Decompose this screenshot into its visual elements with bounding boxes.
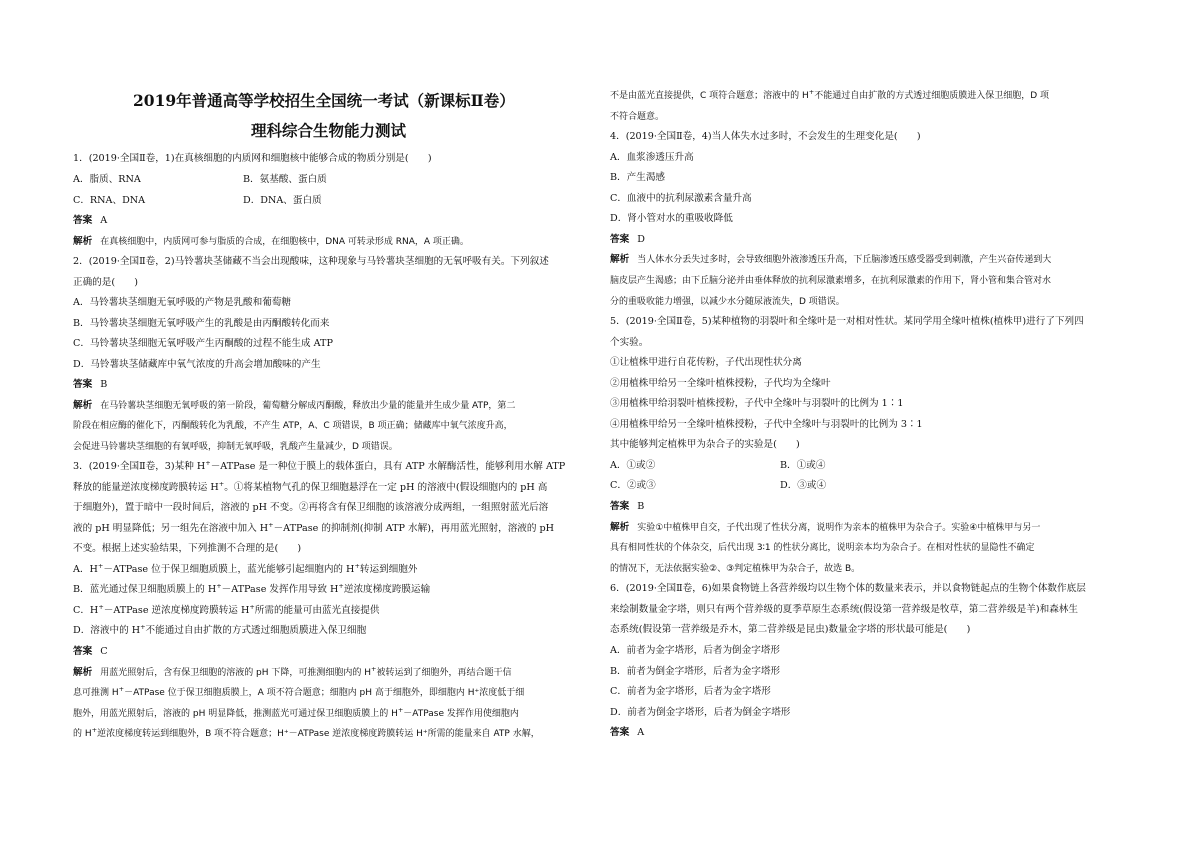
q2-analysis-text: 在马铃薯块茎细胞无氧呼吸的第一阶段，葡萄糖分解成丙酮酸，释放出少量的能量并生成少量 ATP，第二 [100,401,516,411]
q6-option-d: D．前者为倒金字塔形，后者为倒金字塔形 [610,707,791,718]
q3-stem-line1: 3．(2019·全国Ⅱ卷，3)某种 H+－ATPase 是一种位于膜上的载体蛋白，具有 ATP 水解酶活性，能够利用水解 ATP [73,459,566,472]
q3-analysis-cont-line1: 不是由蓝光直接提供，C 项符合题意；溶液中的 H+不能通过自由扩散的方式透过细胞质膜进入保卫细胞，D 项 [610,88,1050,101]
answer-label: 答案 [73,215,93,226]
q4-analysis-line1 [610,254,1051,266]
answer-label: 答案 [610,727,630,738]
q5-analysis-text: 实验①中植株甲自交，子代出现了性状分离，说明作为亲本的植株甲为杂合子。实验④中植株甲与另一 [637,523,1041,533]
answer-label: 答案 [73,379,93,390]
q4-option-c: C．血液中的抗利尿激素含量升高 [610,193,752,204]
q6-stem-line2: 来绘制数量金字塔，则只有两个营养级的夏季草原生态系统(假设第一营养级是牧草，第二营养级是羊)和森林生 [610,604,1078,615]
q5-option-c: C．②或③ [610,480,656,491]
q5-question: 其中能够判定植株甲为杂合子的实验是( ) [610,439,800,450]
q1-answer [73,215,107,227]
q2-option-c: C．马铃薯块茎细胞无氧呼吸产生丙酮酸的过程不能生成 ATP [73,338,333,349]
q4-analysis-line3: 分的重吸收能力增强，以减少水分随尿液流失，D 项错误。 [610,297,845,307]
q1-stem: 1．(2019·全国Ⅱ卷，1)在真核细胞的内质网和细胞核中能够合成的物质分别是( ) [73,153,432,164]
answer-label: 答案 [73,646,93,657]
q5-analysis-line1 [610,522,1040,534]
q4-answer-value: D [637,234,645,245]
q5-options-row1 [610,460,826,472]
answer-label: 答案 [610,501,630,512]
q5-experiment-1: ①让植株甲进行自花传粉，子代出现性状分离 [610,357,802,368]
q3-stem-line3: 于细胞外)，置于暗中一段时间后，溶液的 pH 不变。②再将含有保卫细胞的该溶液分成两组，一组照射蓝光后溶 [73,502,549,513]
q2-option-d: D．马铃薯块茎储藏库中氧气浓度的升高会增加酸味的产生 [73,359,321,370]
exam-title: 2019年普通高等学校招生全国统一考试（新课标Ⅱ卷） [133,91,515,110]
q1-answer-value: A [100,215,108,226]
q4-analysis-text: 当人体水分丢失过多时，会导致细胞外液渗透压升高，下丘脑渗透压感受器受到刺激，产生兴奋传递到大 [637,255,1052,265]
q1-option-d: D．DNA、蛋白质 [243,195,322,206]
q1-option-a: A．脂质、RNA [73,174,141,185]
q6-answer-value: A [637,727,645,738]
q3-analysis-line4: 的 H+逆浓度梯度转运到细胞外，B 项不符合题意；H⁺－ATPase 逆浓度梯度跨膜转运 H⁺所需的能量来自 ATP 水解， [73,726,540,739]
q2-analysis-line3: 会促进马铃薯块茎细胞的有氧呼吸，抑制无氧呼吸，乳酸产生量减少，D 项错误。 [73,442,398,452]
analysis-label: 解析 [73,667,93,678]
analysis-label: 解析 [610,522,630,533]
q4-answer [610,234,645,246]
analysis-label: 解析 [73,400,93,411]
q3-analysis-line2: 息可推测 H+－ATPase 位于保卫细胞质膜上，A 项不符合题意；细胞内 pH 高于细胞外，即细胞内 H⁺浓度低于细 [73,685,525,698]
q6-option-a: A．前者为金字塔形，后者为倒金字塔形 [610,645,781,656]
q6-stem-line3: 态系统(假设第一营养级是乔木，第二营养级是昆虫)数量金字塔的形状最可能是( ) [610,624,971,635]
q3-analysis-line3: 胞外，用蓝光照射后，溶液的 pH 明显降低，推测蓝光可通过保卫细胞质膜上的 H+－ATPase 发挥作用使细胞内 [73,706,519,719]
q1-analysis-text: 在真核细胞中，内质网可参与脂质的合成，在细胞核中，DNA 可转录形成 RNA，A 项正确。 [100,237,469,247]
analysis-label: 解析 [610,254,630,265]
q5-stem-line1: 5．(2019·全国Ⅱ卷，5)某种植物的羽裂叶和全缘叶是一对相对性状。某同学用全缘叶植株(植株甲)进行了下列四 [610,316,1084,327]
q4-option-b: B．产生渴感 [610,172,666,183]
q5-analysis-line3: 的情况下，无法依据实验②、③判定植株甲为杂合子，故选 B。 [610,564,861,574]
analysis-label: 解析 [73,236,93,247]
q2-analysis-line1 [73,400,515,412]
q3-stem-line4: 液的 pH 明显降低；另一组先在溶液中加入 H+－ATPase 的抑制剂(抑制 ATP 水解)，再用蓝光照射，溶液的 pH [73,521,555,534]
q1-analysis [73,236,469,248]
q3-option-a: A．H+－ATPase 位于保卫细胞质膜上，蓝光能够引起细胞内的 H+转运到细胞外 [73,562,418,575]
q3-option-d: D．溶液中的 H+不能通过自由扩散的方式透过细胞质膜进入保卫细胞 [73,623,367,636]
q3-analysis-cont-line2: 不符合题意。 [610,112,665,122]
q1-options-row2 [73,195,322,207]
q6-answer [610,727,644,739]
q5-experiment-4: ④用植株甲给另一全缘叶植株授粉，子代中全缘叶与羽裂叶的比例为 3∶1 [610,419,923,430]
q2-stem-line2: 正确的是( ) [73,277,139,288]
q3-analysis-line1: 解析 用蓝光照射后，含有保卫细胞的溶液的 pH 下降，可推测细胞内的 H+被转运到了细胞外，再结合题干信 [73,665,512,678]
q5-options-row2 [610,480,827,492]
q2-answer [73,379,107,391]
q2-analysis-line2: 阶段在相应酶的催化下，丙酮酸转化为乳酸，不产生 ATP，A、C 项错误，B 项正确；储藏库中氧气浓度升高， [73,421,513,431]
q3-stem-line2: 释放的能量逆浓度梯度跨膜转运 H+。①将某植物气孔的保卫细胞悬浮在一定 pH 的溶液中(假设细胞内的 pH 高 [73,480,548,493]
q1-options-row1 [73,174,327,186]
q5-option-a: A．①或② [610,460,656,471]
q5-option-b: B．①或④ [780,460,826,471]
q3-option-c: C．H+－ATPase 逆浓度梯度跨膜转运 H+所需的能量可由蓝光直接提供 [73,603,380,616]
q6-option-b: B．前者为倒金字塔形，后者为金字塔形 [610,666,781,677]
q6-stem-line1: 6．(2019·全国Ⅱ卷，6)如果食物链上各营养级均以生物个体的数量来表示，并以食物链起点的生物个体数作底层 [610,583,1086,594]
q4-stem: 4．(2019·全国Ⅱ卷，4)当人体失水过多时，不会发生的生理变化是( ) [610,131,921,142]
q2-option-a: A．马铃薯块茎细胞无氧呼吸的产物是乳酸和葡萄糖 [73,297,291,308]
q5-experiment-2: ②用植株甲给另一全缘叶植株授粉，子代均为全缘叶 [610,378,831,389]
q3-answer-value: C [100,646,108,657]
q5-experiment-3: ③用植株甲给羽裂叶植株授粉，子代中全缘叶与羽裂叶的比例为 1∶1 [610,398,904,409]
q4-option-a: A．血浆渗透压升高 [610,152,694,163]
q3-stem-line5: 不变。根据上述实验结果，下列推测不合理的是( ) [73,543,302,554]
q5-option-d: D．③或④ [780,480,827,491]
q5-answer-value: B [637,501,645,512]
exam-subtitle: 理科综合生物能力测试 [251,121,407,140]
q4-analysis-line2: 脑皮层产生渴感；由下丘脑分泌并由垂体释放的抗利尿激素增多，在抗利尿激素的作用下，肾小管和集合管对水 [610,276,1052,286]
q5-answer [610,501,644,513]
q3-option-b: B．蓝光通过保卫细胞质膜上的 H+－ATPase 发挥作用导致 H+逆浓度梯度跨膜运输 [73,582,431,595]
q5-analysis-line2: 具有相同性状的个体杂交，后代出现 3∶1 的性状分离比，说明亲本均为杂合子。在相对性状的显隐性不确定 [610,543,1035,553]
q1-option-c: C．RNA、DNA [73,195,146,206]
q6-option-c: C．前者为金字塔形，后者为金字塔形 [610,686,771,697]
q3-answer [73,646,108,658]
q2-answer-value: B [100,379,108,390]
q1-option-b: B．氨基酸、蛋白质 [243,174,327,185]
q2-stem-line1: 2．(2019·全国Ⅱ卷，2)马铃薯块茎储藏不当会出现酸味，这种现象与马铃薯块茎细胞的无氧呼吸有关。下列叙述 [73,256,549,267]
q4-option-d: D．肾小管对水的重吸收降低 [610,213,733,224]
q2-option-b: B．马铃薯块茎细胞无氧呼吸产生的乳酸是由丙酮酸转化而来 [73,318,330,329]
q5-stem-line2: 个实验。 [610,337,649,348]
answer-label: 答案 [610,234,630,245]
